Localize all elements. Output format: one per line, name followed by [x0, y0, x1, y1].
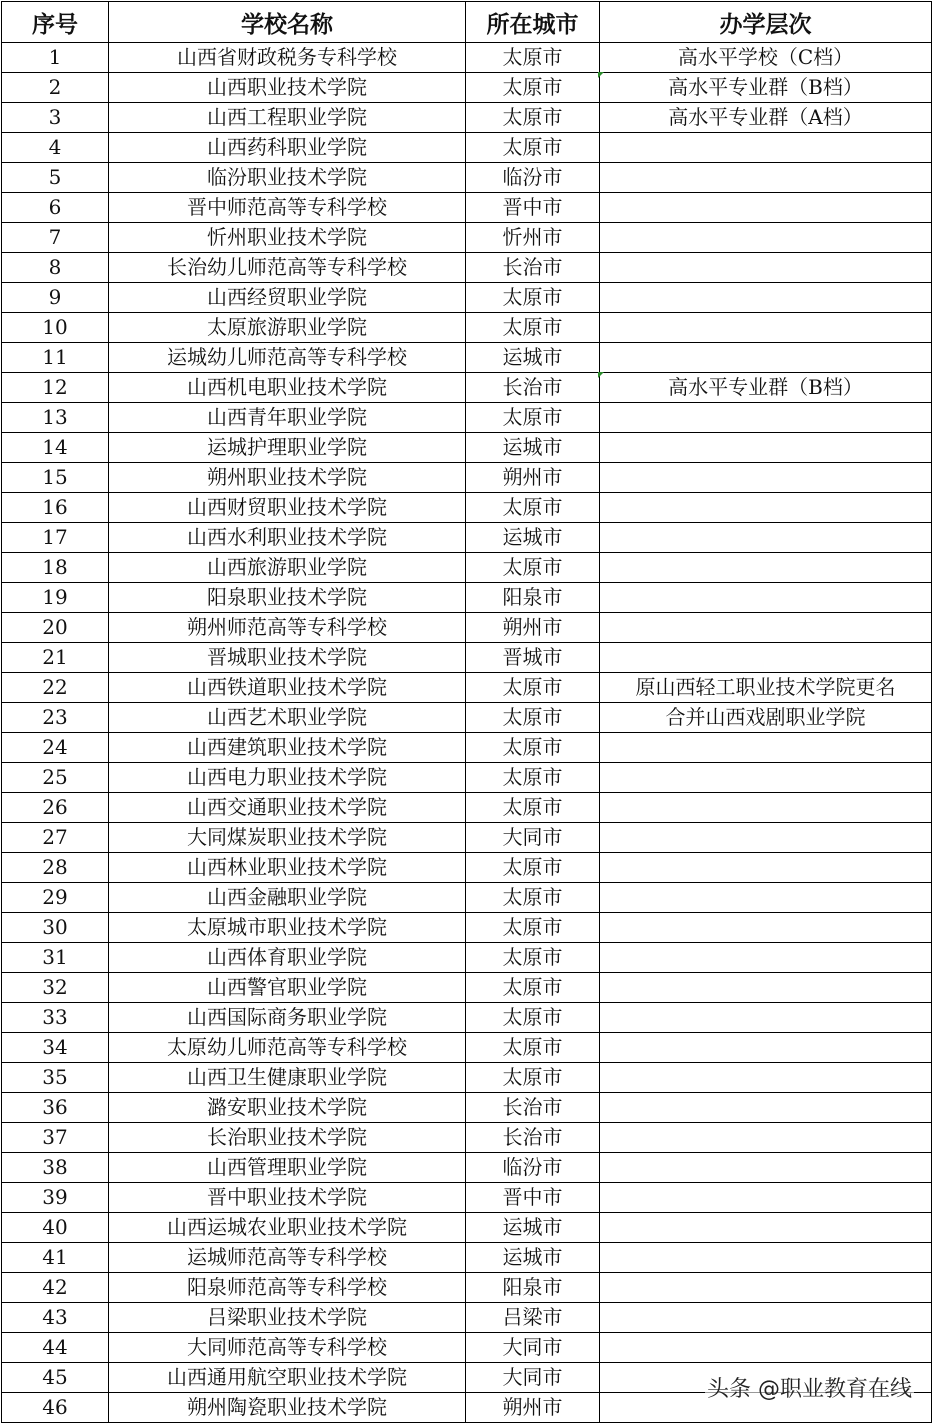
cell-level[interactable]	[600, 463, 932, 493]
cell-level[interactable]	[600, 823, 932, 853]
table-row	[2, 283, 932, 313]
cell-school-name[interactable]: 晋城职业技术学院	[109, 643, 466, 673]
cell-city[interactable]: 运城市	[466, 523, 600, 553]
cell-level[interactable]	[600, 253, 932, 283]
cell-level[interactable]	[600, 1093, 932, 1123]
cell-school-name[interactable]: 大同师范高等专科学校	[109, 1333, 466, 1363]
cell-level[interactable]	[600, 583, 932, 613]
table-row	[2, 1123, 932, 1153]
cell-index[interactable]: 13	[2, 403, 109, 433]
cell-index[interactable]: 19	[2, 583, 109, 613]
table-row	[2, 463, 932, 493]
cell-level[interactable]	[600, 1123, 932, 1153]
table-row	[2, 1303, 932, 1333]
cell-school-name[interactable]: 长治幼儿师范高等专科学校	[109, 253, 466, 283]
cell-index[interactable]: 40	[2, 1213, 109, 1243]
table-row	[2, 1243, 932, 1273]
cell-index[interactable]: 36	[2, 1093, 109, 1123]
table-row	[2, 703, 932, 733]
cell-index[interactable]: 35	[2, 1063, 109, 1093]
cell-level[interactable]	[600, 163, 932, 193]
cell-school-name[interactable]: 忻州职业技术学院	[109, 223, 466, 253]
cell-city[interactable]: 太原市	[466, 673, 600, 703]
header-city[interactable]: 所在城市	[466, 2, 600, 43]
cell-school-name[interactable]: 山西职业技术学院	[109, 73, 466, 103]
cell-school-name[interactable]: 山西机电职业技术学院	[109, 373, 466, 403]
table-row	[2, 1093, 932, 1123]
cell-city[interactable]: 大同市	[466, 1333, 600, 1363]
table-row	[2, 853, 932, 883]
cell-city[interactable]: 太原市	[466, 763, 600, 793]
cell-level[interactable]: 高水平专业群（B档）	[600, 373, 932, 403]
table-row	[2, 1003, 932, 1033]
cell-school-name[interactable]: 阳泉师范高等专科学校	[109, 1273, 466, 1303]
cell-city[interactable]: 太原市	[466, 313, 600, 343]
cell-city[interactable]: 太原市	[466, 73, 600, 103]
cell-school-name[interactable]: 山西建筑职业技术学院	[109, 733, 466, 763]
cell-city[interactable]: 太原市	[466, 913, 600, 943]
cell-level[interactable]: 原山西轻工职业技术学院更名	[600, 673, 932, 703]
cell-level[interactable]	[600, 523, 932, 553]
cell-index[interactable]: 46	[2, 1393, 109, 1423]
cell-index[interactable]: 22	[2, 673, 109, 703]
cell-level[interactable]	[600, 943, 932, 973]
cell-city[interactable]: 太原市	[466, 1033, 600, 1063]
cell-city[interactable]: 运城市	[466, 343, 600, 373]
table-row	[2, 163, 932, 193]
cell-city[interactable]: 忻州市	[466, 223, 600, 253]
cell-city[interactable]: 太原市	[466, 943, 600, 973]
cell-school-name[interactable]: 山西青年职业学院	[109, 403, 466, 433]
cell-city[interactable]: 长治市	[466, 1093, 600, 1123]
cell-school-name[interactable]: 朔州师范高等专科学校	[109, 613, 466, 643]
cell-level[interactable]: 高水平专业群（A档）	[600, 103, 932, 133]
table-row	[2, 1063, 932, 1093]
table-row	[2, 373, 932, 403]
cell-level[interactable]	[600, 793, 932, 823]
cell-school-name[interactable]: 太原城市职业技术学院	[109, 913, 466, 943]
cell-level[interactable]	[600, 1333, 932, 1363]
table-row	[2, 313, 932, 343]
cell-level[interactable]	[600, 433, 932, 463]
cell-index[interactable]: 43	[2, 1303, 109, 1333]
table-row	[2, 133, 932, 163]
cell-level[interactable]: 高水平学校（C档）	[600, 43, 932, 73]
cell-city[interactable]: 长治市	[466, 253, 600, 283]
cell-school-name[interactable]: 运城师范高等专科学校	[109, 1243, 466, 1273]
table-row	[2, 223, 932, 253]
cell-city[interactable]: 临汾市	[466, 1153, 600, 1183]
table-row	[2, 1333, 932, 1363]
cell-city[interactable]: 阳泉市	[466, 1273, 600, 1303]
cell-city[interactable]: 朔州市	[466, 613, 600, 643]
cell-index[interactable]: 5	[2, 163, 109, 193]
cell-school-name[interactable]: 山西铁道职业技术学院	[109, 673, 466, 703]
table-row	[2, 343, 932, 373]
cell-school-name[interactable]: 山西体育职业学院	[109, 943, 466, 973]
cell-index[interactable]: 17	[2, 523, 109, 553]
cell-index[interactable]: 26	[2, 793, 109, 823]
table-row	[2, 913, 932, 943]
header-school-name[interactable]: 学校名称	[109, 2, 466, 43]
cell-city[interactable]: 太原市	[466, 883, 600, 913]
cell-index[interactable]: 34	[2, 1033, 109, 1063]
cell-school-name[interactable]: 山西财贸职业技术学院	[109, 493, 466, 523]
cell-school-name[interactable]: 山西旅游职业学院	[109, 553, 466, 583]
cell-level[interactable]	[600, 1003, 932, 1033]
cell-school-name[interactable]: 山西卫生健康职业学院	[109, 1063, 466, 1093]
table-row	[2, 583, 932, 613]
cell-school-name[interactable]: 山西运城农业职业技术学院	[109, 1213, 466, 1243]
cell-city[interactable]: 大同市	[466, 1363, 600, 1393]
cell-index[interactable]: 18	[2, 553, 109, 583]
cell-city[interactable]: 太原市	[466, 493, 600, 523]
table-row	[2, 793, 932, 823]
comment-marker[interactable]	[598, 372, 604, 378]
cell-level[interactable]	[600, 913, 932, 943]
cell-school-name[interactable]: 朔州陶瓷职业技术学院	[109, 1393, 466, 1423]
cell-city[interactable]: 太原市	[466, 1003, 600, 1033]
cell-school-name[interactable]: 山西通用航空职业技术学院	[109, 1363, 466, 1393]
cell-city[interactable]: 太原市	[466, 733, 600, 763]
cell-school-name[interactable]: 潞安职业技术学院	[109, 1093, 466, 1123]
watermark: 头条 @职业教育在线	[705, 1372, 914, 1403]
table-row	[2, 613, 932, 643]
cell-level[interactable]	[600, 1033, 932, 1063]
cell-level[interactable]	[600, 553, 932, 583]
table-row	[2, 43, 932, 73]
cell-level[interactable]	[600, 1243, 932, 1273]
cell-city[interactable]: 临汾市	[466, 163, 600, 193]
cell-school-name[interactable]: 山西国际商务职业学院	[109, 1003, 466, 1033]
table-row	[2, 733, 932, 763]
cell-city[interactable]: 太原市	[466, 403, 600, 433]
table-row	[2, 523, 932, 553]
cell-city[interactable]: 太原市	[466, 103, 600, 133]
cell-index[interactable]: 24	[2, 733, 109, 763]
table-row	[2, 493, 932, 523]
cell-index[interactable]: 3	[2, 103, 109, 133]
cell-city[interactable]: 晋城市	[466, 643, 600, 673]
cell-level[interactable]: 合并山西戏剧职业学院	[600, 703, 932, 733]
cell-school-name[interactable]: 山西电力职业技术学院	[109, 763, 466, 793]
cell-index[interactable]: 10	[2, 313, 109, 343]
cell-level[interactable]	[600, 973, 932, 1003]
cell-index[interactable]: 9	[2, 283, 109, 313]
cell-index[interactable]: 42	[2, 1273, 109, 1303]
school-list-table	[1, 1, 932, 1423]
cell-level[interactable]	[600, 283, 932, 313]
cell-level[interactable]	[600, 193, 932, 223]
cell-level[interactable]	[600, 343, 932, 373]
cell-city[interactable]: 晋中市	[466, 193, 600, 223]
cell-level[interactable]: 高水平专业群（B档）	[600, 73, 932, 103]
cell-index[interactable]: 4	[2, 133, 109, 163]
cell-level[interactable]	[600, 1153, 932, 1183]
cell-level[interactable]	[600, 883, 932, 913]
header-index[interactable]: 序号	[2, 2, 109, 43]
cell-school-name[interactable]: 太原旅游职业学院	[109, 313, 466, 343]
cell-index[interactable]: 39	[2, 1183, 109, 1213]
cell-index[interactable]: 16	[2, 493, 109, 523]
cell-city[interactable]: 朔州市	[466, 1393, 600, 1423]
cell-index[interactable]: 32	[2, 973, 109, 1003]
cell-city[interactable]: 晋中市	[466, 1183, 600, 1213]
cell-index[interactable]: 21	[2, 643, 109, 673]
cell-index[interactable]: 37	[2, 1123, 109, 1153]
cell-school-name[interactable]: 长治职业技术学院	[109, 1123, 466, 1153]
cell-city[interactable]: 太原市	[466, 283, 600, 313]
cell-city[interactable]: 运城市	[466, 1213, 600, 1243]
table-row	[2, 553, 932, 583]
cell-city[interactable]: 太原市	[466, 133, 600, 163]
cell-index[interactable]: 6	[2, 193, 109, 223]
cell-school-name[interactable]: 山西管理职业学院	[109, 1153, 466, 1183]
cell-school-name[interactable]: 山西交通职业技术学院	[109, 793, 466, 823]
cell-level[interactable]	[600, 1063, 932, 1093]
cell-level[interactable]	[600, 763, 932, 793]
cell-index[interactable]: 27	[2, 823, 109, 853]
cell-index[interactable]: 14	[2, 433, 109, 463]
cell-index[interactable]: 15	[2, 463, 109, 493]
cell-city[interactable]: 吕梁市	[466, 1303, 600, 1333]
cell-school-name[interactable]: 山西经贸职业学院	[109, 283, 466, 313]
cell-level[interactable]	[600, 1213, 932, 1243]
cell-school-name[interactable]: 山西工程职业学院	[109, 103, 466, 133]
cell-index[interactable]: 2	[2, 73, 109, 103]
table-row	[2, 943, 932, 973]
table-row	[2, 253, 932, 283]
cell-school-name[interactable]: 朔州职业技术学院	[109, 463, 466, 493]
cell-city[interactable]: 太原市	[466, 553, 600, 583]
table-row	[2, 1033, 932, 1063]
cell-level[interactable]	[600, 643, 932, 673]
header-row	[2, 2, 932, 43]
header-level[interactable]: 办学层次	[600, 2, 932, 43]
cell-school-name[interactable]: 晋中职业技术学院	[109, 1183, 466, 1213]
table-body	[2, 43, 932, 1423]
table-row	[2, 1213, 932, 1243]
cell-city[interactable]: 运城市	[466, 433, 600, 463]
cell-index[interactable]: 30	[2, 913, 109, 943]
cell-index[interactable]: 8	[2, 253, 109, 283]
cell-index[interactable]: 1	[2, 43, 109, 73]
cell-school-name[interactable]: 吕梁职业技术学院	[109, 1303, 466, 1333]
cell-index[interactable]: 28	[2, 853, 109, 883]
cell-index[interactable]: 7	[2, 223, 109, 253]
cell-index[interactable]: 20	[2, 613, 109, 643]
cell-index[interactable]: 11	[2, 343, 109, 373]
cell-city[interactable]: 太原市	[466, 973, 600, 1003]
cell-index[interactable]: 45	[2, 1363, 109, 1393]
cell-level[interactable]	[600, 133, 932, 163]
cell-school-name[interactable]: 大同煤炭职业技术学院	[109, 823, 466, 853]
cell-index[interactable]: 25	[2, 763, 109, 793]
cell-level[interactable]	[600, 1183, 932, 1213]
cell-school-name[interactable]: 晋中师范高等专科学校	[109, 193, 466, 223]
cell-index[interactable]: 38	[2, 1153, 109, 1183]
cell-level[interactable]	[600, 1303, 932, 1333]
table-row	[2, 103, 932, 133]
table-row	[2, 973, 932, 1003]
cell-index[interactable]: 12	[2, 373, 109, 403]
table-row	[2, 673, 932, 703]
cell-level[interactable]	[600, 733, 932, 763]
cell-index[interactable]: 31	[2, 943, 109, 973]
cell-school-name[interactable]: 山西省财政税务专科学校	[109, 43, 466, 73]
table-row	[2, 883, 932, 913]
table-row	[2, 193, 932, 223]
cell-city[interactable]: 长治市	[466, 1123, 600, 1153]
cell-school-name[interactable]: 山西药科职业学院	[109, 133, 466, 163]
table-row	[2, 643, 932, 673]
cell-school-name[interactable]: 山西警官职业学院	[109, 973, 466, 1003]
cell-school-name[interactable]: 运城幼儿师范高等专科学校	[109, 343, 466, 373]
cell-city[interactable]: 太原市	[466, 853, 600, 883]
cell-level[interactable]	[600, 403, 932, 433]
cell-city[interactable]: 大同市	[466, 823, 600, 853]
table-row	[2, 403, 932, 433]
table-row	[2, 1273, 932, 1303]
cell-school-name[interactable]: 山西林业职业技术学院	[109, 853, 466, 883]
cell-index[interactable]: 33	[2, 1003, 109, 1033]
table-header	[2, 2, 932, 43]
cell-school-name[interactable]: 临汾职业技术学院	[109, 163, 466, 193]
cell-level[interactable]	[600, 493, 932, 523]
table-row	[2, 763, 932, 793]
cell-level[interactable]	[600, 853, 932, 883]
cell-index[interactable]: 44	[2, 1333, 109, 1363]
cell-level[interactable]	[600, 1273, 932, 1303]
cell-level[interactable]	[600, 223, 932, 253]
table-row	[2, 73, 932, 103]
table-row	[2, 1153, 932, 1183]
cell-school-name[interactable]: 太原幼儿师范高等专科学校	[109, 1033, 466, 1063]
cell-city[interactable]: 朔州市	[466, 463, 600, 493]
cell-index[interactable]: 29	[2, 883, 109, 913]
cell-city[interactable]: 运城市	[466, 1243, 600, 1273]
cell-index[interactable]: 23	[2, 703, 109, 733]
table-row	[2, 433, 932, 463]
cell-city[interactable]: 长治市	[466, 373, 600, 403]
cell-level[interactable]	[600, 313, 932, 343]
cell-school-name[interactable]: 山西金融职业学院	[109, 883, 466, 913]
cell-city[interactable]: 太原市	[466, 1063, 600, 1093]
cell-index[interactable]: 41	[2, 1243, 109, 1273]
cell-school-name[interactable]: 阳泉职业技术学院	[109, 583, 466, 613]
cell-city[interactable]: 阳泉市	[466, 583, 600, 613]
cell-city[interactable]: 太原市	[466, 703, 600, 733]
comment-marker[interactable]	[598, 72, 604, 78]
cell-level[interactable]	[600, 613, 932, 643]
cell-city[interactable]: 太原市	[466, 793, 600, 823]
table-row	[2, 823, 932, 853]
cell-school-name[interactable]: 山西艺术职业学院	[109, 703, 466, 733]
table-row	[2, 1183, 932, 1213]
cell-school-name[interactable]: 运城护理职业学院	[109, 433, 466, 463]
cell-city[interactable]: 太原市	[466, 43, 600, 73]
cell-school-name[interactable]: 山西水利职业技术学院	[109, 523, 466, 553]
